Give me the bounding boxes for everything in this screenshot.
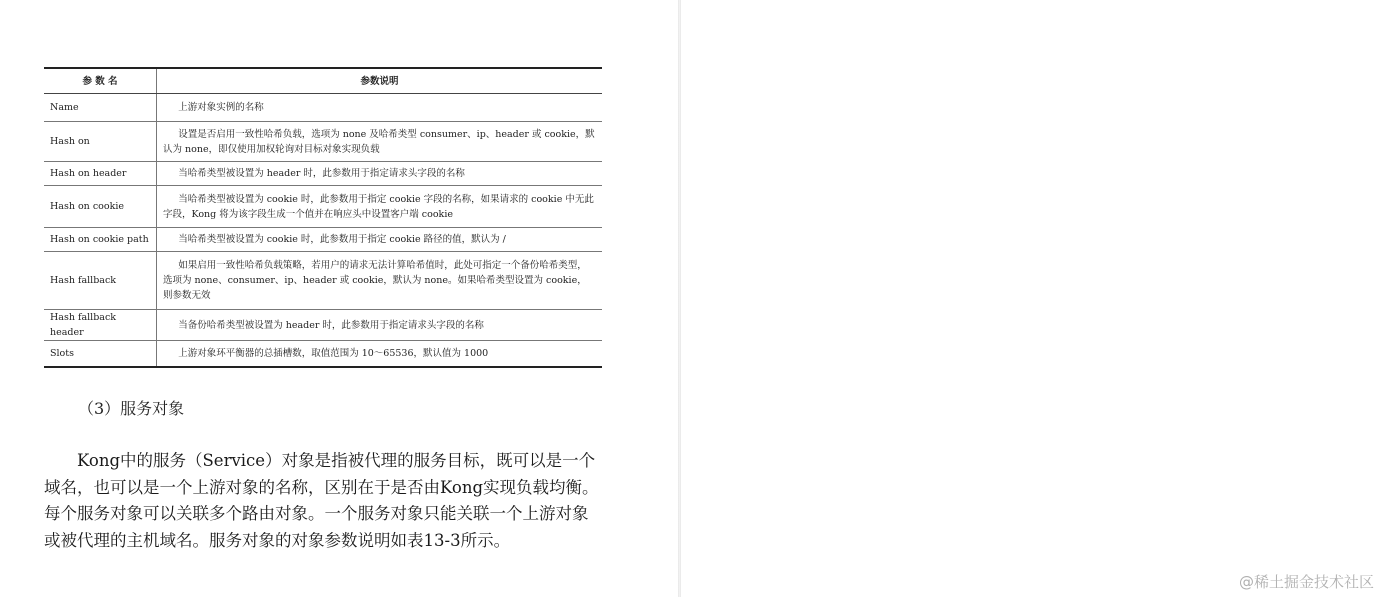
table-row — [44, 228, 602, 252]
param-name: Hash fallback — [44, 252, 157, 310]
left-page — [0, 0, 678, 597]
paragraph-service: Kong中的服务（Service）对象是指被代理的服务目标，既可以是一个域名，也可以是一个上游对象的名称，区别在于是否由Kong实现负载均衡。每个服务对象可以关联多个路由对象。一个服务对象只能关联一个上游对象或被代理的主机域名。服务对象的对象参数说明如表13-3所示。 — [44, 451, 599, 550]
param-desc: 设置是否启用一致性哈希负载，选项为 none 及哈希类型 consumer、ip、header 或 cookie，默认为 none，即仅使用加权轮询对目标对象实现负载 — [157, 122, 603, 162]
table-row — [44, 341, 602, 367]
right-page — [681, 0, 1382, 597]
table-row — [44, 186, 602, 228]
upstream-params-table — [44, 67, 602, 368]
param-desc: 当哈希类型被设置为 cookie 时，此参数用于指定 cookie 字段的名称，如果请求的 cookie 中无此字段，Kong 将为该字段生成一个值并在响应头中设置客户端 cookie — [157, 186, 603, 228]
param-desc: 上游对象环平衡器的总插槽数，取值范围为 10～65536，默认值为 1000 — [157, 341, 603, 367]
section-heading-service: （3）服务对象 — [78, 399, 185, 418]
param-name: Name — [44, 94, 157, 122]
table-header-row — [44, 68, 602, 94]
watermark: @稀土掘金技术社区 — [1238, 573, 1374, 591]
param-name: Hash on cookie path — [44, 228, 157, 252]
param-name: Hash on — [44, 122, 157, 162]
param-desc: 上游对象实例的名称 — [157, 94, 603, 122]
param-name: Hash on header — [44, 162, 157, 186]
table-row — [44, 162, 602, 186]
param-desc: 当哈希类型被设置为 header 时，此参数用于指定请求头字段的名称 — [157, 162, 603, 186]
param-name: Hash on cookie — [44, 186, 157, 228]
table-row — [44, 122, 602, 162]
header-param-name: 参 数 名 — [44, 68, 157, 94]
param-name: Hash fallback header — [44, 310, 157, 341]
table-row — [44, 252, 602, 310]
param-name: Slots — [44, 341, 157, 367]
param-desc: 如果启用一致性哈希负载策略，若用户的请求无法计算哈希值时，此处可指定一个备份哈希类型，选项为 none、consumer、ip、header 或 cookie，默认为 none。如果哈希类型设置为 cookie，则参数无效 — [157, 252, 603, 310]
header-param-desc: 参数说明 — [157, 68, 603, 94]
param-desc: 当哈希类型被设置为 cookie 时，此参数用于指定 cookie 路径的值，默认为 / — [157, 228, 603, 252]
table-row — [44, 94, 602, 122]
param-desc: 当备份哈希类型被设置为 header 时，此参数用于指定请求头字段的名称 — [157, 310, 603, 341]
table-row — [44, 310, 602, 341]
